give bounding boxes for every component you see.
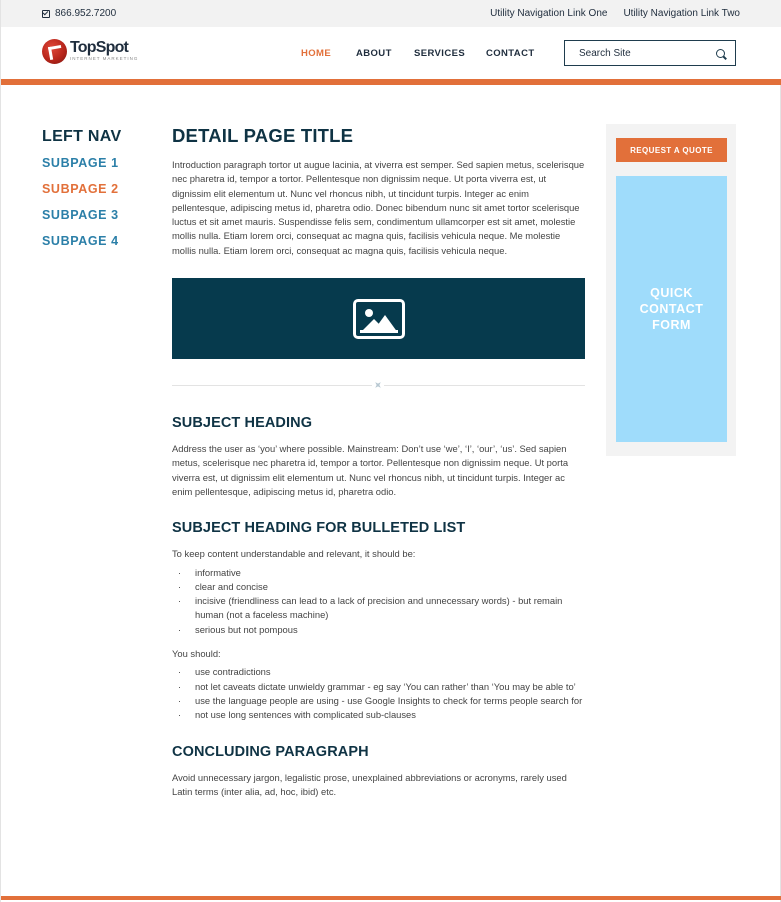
you-should-label: You should: bbox=[172, 648, 221, 660]
list-item: · serious but not pompous bbox=[172, 623, 585, 637]
image-icon bbox=[353, 299, 405, 339]
phone-icon bbox=[42, 10, 50, 18]
utility-links bbox=[490, 8, 740, 19]
right-sidebar bbox=[606, 124, 736, 456]
concluding-heading: CONCLUDING PARAGRAPH bbox=[172, 743, 369, 760]
list-item: · not use long sentences with complicated sub-clauses bbox=[172, 708, 585, 722]
logo-mark-icon bbox=[42, 39, 67, 64]
list-item: · clear and concise bbox=[172, 580, 585, 594]
logo-text bbox=[70, 39, 138, 62]
hero-image-placeholder bbox=[172, 278, 585, 359]
main-content bbox=[172, 125, 585, 799]
list-item: · informative bbox=[172, 566, 585, 580]
list-item: · incisive (friendliness can lead to a lack of precision and unnecessary words) - but remain human (not a faceless machine) bbox=[172, 594, 585, 623]
list-item: · use the language people are using - use Google Insights to check for terms people search for bbox=[172, 694, 585, 708]
request-quote-button[interactable]: REQUEST A QUOTE bbox=[616, 138, 727, 162]
search-box bbox=[564, 40, 736, 66]
bulleted-list-heading: SUBJECT HEADING FOR BULLETED LIST bbox=[172, 520, 466, 537]
search-icon[interactable] bbox=[716, 49, 725, 58]
divider-star-icon bbox=[372, 379, 384, 391]
nav-home[interactable]: HOME bbox=[301, 48, 332, 59]
list-item: · use contradictions bbox=[172, 665, 585, 679]
nav-about[interactable]: ABOUT bbox=[356, 48, 392, 59]
quick-contact-form[interactable] bbox=[616, 176, 727, 442]
list-item: · not let caveats dictate unwieldy grammar - eg say ‘You can rather’ than ‘You may be able to’ bbox=[172, 680, 585, 694]
left-nav-subpage-2[interactable]: SUBPAGE 2 bbox=[42, 182, 119, 196]
utility-bar bbox=[1, 0, 781, 27]
search-input[interactable] bbox=[579, 48, 716, 59]
footer-accent-rule bbox=[1, 896, 781, 900]
subject-paragraph: Address the user as ‘you’ where possible. Mainstream: Don’t use ‘we’, ‘I’, ‘our’, ‘us’. Sed sapien metus, scelerisque nec pharetra id, tempor a tortor. Pellentesque non dignissim neque. Ut porta viverra est, ut dignissim elit elementum ut. Nunc vel rhoncus nibh, ut tincidunt turpis. Integer ac enim pellentesque, adipiscing metus id, pharetra odio. bbox=[172, 443, 569, 497]
left-nav-subpage-4[interactable]: SUBPAGE 4 bbox=[42, 234, 119, 248]
bullet-list-2 bbox=[172, 665, 585, 722]
contact-form-label: QUICK CONTACT FORM bbox=[639, 286, 704, 332]
utility-phone[interactable] bbox=[42, 8, 116, 19]
subject-heading: SUBJECT HEADING bbox=[172, 415, 313, 432]
left-nav-title: LEFT NAV bbox=[42, 128, 122, 145]
concluding-paragraph: Avoid unnecessary jargon, legalistic prose, unexplained abbreviations or acronyms, rarely used Latin terms (inter alia, ad, hoc, ibid) etc. bbox=[172, 771, 567, 797]
site-header bbox=[1, 27, 781, 79]
logo-name: TopSpot bbox=[70, 39, 129, 56]
phone-number: 866.952.7200 bbox=[55, 8, 117, 19]
utility-link-one[interactable]: Utility Navigation Link One bbox=[490, 8, 608, 19]
utility-link-two[interactable]: Utility Navigation Link Two bbox=[623, 8, 740, 19]
nav-services[interactable]: SERVICES bbox=[414, 48, 466, 59]
bullet-list-1 bbox=[172, 566, 585, 637]
page-title: DETAIL PAGE TITLE bbox=[172, 125, 354, 146]
logo[interactable] bbox=[42, 39, 138, 64]
left-nav-subpage-3[interactable]: SUBPAGE 3 bbox=[42, 208, 119, 222]
logo-tagline: INTERNET MARKETING bbox=[70, 56, 139, 61]
header-accent-rule bbox=[1, 79, 781, 85]
left-nav bbox=[42, 128, 121, 260]
left-nav-subpage-1[interactable]: SUBPAGE 1 bbox=[42, 156, 119, 170]
bullet-intro: To keep content understandable and relevant, it should be: bbox=[172, 548, 416, 560]
nav-contact[interactable]: CONTACT bbox=[486, 48, 535, 59]
section-divider bbox=[172, 385, 585, 386]
intro-paragraph: Introduction paragraph tortor ut augue lacinia, at viverra est semper. Sed sapien metus, scelerisque nec pharetra id, tempor a tortor. Pellentesque non dignissim neque. Ut porta viverra est, ut dignissim elit elementum ut. Nunc vel rhoncus nibh, ut tincidunt turpis. Integer ac enim pellentesque, adipiscing metus id, pharetra odio. Donec bibendum nunc sit amet tortor scelerisque luctus et sit amet mauris. Suspendisse felis sem, condimentum ullamcorper est sit amet, molestie mollis nulla. Etiam lorem orci, consequat ac magna quis, facilisis vehicula neque. Me molestie mollis nulla. Etiam lorem orci, consequat ac magna quis, facilisis vehicula neque. bbox=[172, 159, 585, 256]
